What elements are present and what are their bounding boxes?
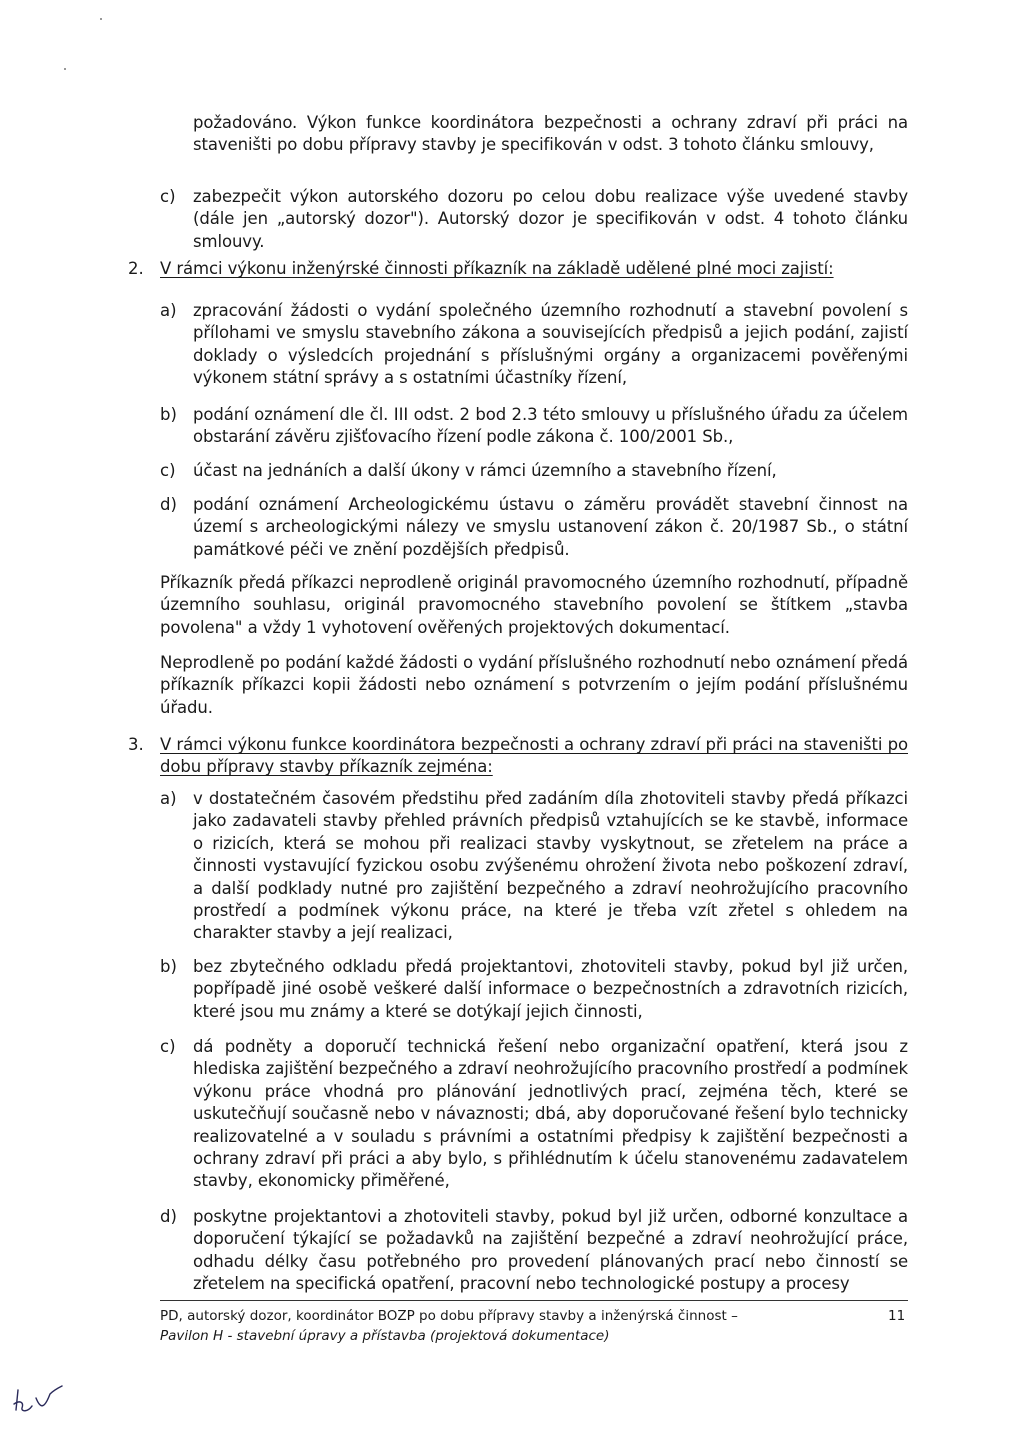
section-number: 3. [128,735,144,754]
section3-item-b: bez zbytečného odkladu předá projektantovi, zhotoviteli stavby, pokud byl již určen, popřípadě jiné osobě veškeré další informace o bezpečnostních a zdravotních rizicích, které jsou mu známy a které se dotýkají jejich činnosti, [193,957,908,1021]
item-label: c) [160,1037,176,1056]
item-label: c) [160,187,176,206]
section2-paragraph-2: Neprodleně po podání každé žádosti o vydání příslušného rozhodnutí nebo oznámení předá příkazník příkazci kopii žádosti nebo oznámení s potvrzením o jejím podání příslušnému úřadu. [160,653,908,717]
item-label: a) [160,789,177,808]
section2-paragraph-1: Příkazník předá příkazci neprodleně originál pravomocného územního rozhodnutí, případně územního souhlasu, originál pravomocného stavebního povolení se štítkem „stavba povolena" a vždy 1 vyhotovení ověřených projektových dokumentací. [160,573,908,637]
item-label: c) [160,461,176,480]
intro-paragraph: požadováno. Výkon funkce koordinátora bezpečnosti a ochrany zdraví při práci na staveništi po dobu přípravy stavby je specifikován v odst. 3 tohoto článku smlouvy, [193,113,908,155]
section2-item-a: zpracování žádosti o vydání společného územního rozhodnutí a stavební povolení s přílohami ve smyslu stavebního zákona a souvisejících předpisů a jejich podání, zajistí doklady o výsledcích projednání s příslušnými orgány a organizacemi pověřenými výkonem státní správy a s ostatními účastníky řízení, [193,301,908,388]
section3-item-a: v dostatečném časovém předstihu před zadáním díla zhotoviteli stavby předá příkazci jako zadavateli stavby přehled právních předpisů vztahujících se ke stavbě, informace o rizicích, která se mohou při realizaci stavby vyskytnout, se zřetelem na práce a činnosti vystavující fyzickou osobu zvýšenému ohrožení života nebo poškození zdraví, a další podklady nutné pro zajištění bezpečného a zdraví neohrožujícího pracovního prostředí a podmínek výkonu práce, na které je třeba vzít zřetel s ohledem na charakter stavby a její realizaci, [193,789,908,943]
section-heading: V rámci výkonu funkce koordinátora bezpečnosti a ochrany zdraví při práci na staveništi po dobu přípravy stavby příkazník zejména: [160,735,908,777]
section3-item-c: dá podněty a doporučí technická řešení nebo organizační opatření, která jsou z hlediska zajištění bezpečného a zdraví neohrožujícího pracovního prostředí a podmínek výkonu práce vhodná pro plánování jednotlivých prací, zejména těch, které se uskutečňují současně nebo v návaznosti; dbá, aby doporučované řešení bylo technicky realizovatelné a v souladu s právními a ostatními předpisy k zajištění bezpečnosti a ochrany zdraví při práci a aby bylo, s přihlédnutím k účelu stanovenému zadavatelem stavby, ekonomicky přiměřené, [193,1037,908,1191]
footer-line-2: Pavilon H - stavební úpravy a přístavba (projektová dokumentace) [160,1328,610,1344]
autorsky-dozor-item: zabezpečit výkon autorského dozoru po celou dobu realizace výše uvedené stavby (dále jen „autorský dozor"). Autorský dozor je specifikován v odst. 4 tohoto článku smlouvy. [193,187,908,251]
footer-line-1: PD, autorský dozor, koordinátor BOZP po dobu přípravy stavby a inženýrská činnost – [160,1308,738,1324]
section-number: 2. [128,259,144,278]
item-label: b) [160,405,177,424]
item-label: b) [160,957,177,976]
item-label: d) [160,1207,177,1226]
scan-speck [100,18,102,20]
page-number: 11 [888,1308,906,1324]
item-label: a) [160,301,177,320]
scan-speck [64,68,66,70]
section2-item-d: podání oznámení Archeologickému ústavu o záměru provádět stavební činnost na území s archeologickými nálezy ve smyslu ustanovení zákon č. 20/1987 Sb., o státní památkové péči ve znění pozdějších předpisů. [193,495,908,559]
handwritten-initials [10,1384,70,1418]
footer-divider [160,1300,908,1301]
section2-item-c: účast na jednáních a další úkony v rámci územního a stavebního řízení, [193,461,777,480]
section-heading: V rámci výkonu inženýrské činnosti příkazník na základě udělené plné moci zajistí: [160,259,834,278]
section2-item-b: podání oznámení dle čl. III odst. 2 bod 2.3 této smlouvy u příslušného úřadu za účelem obstarání závěru zjišťovacího řízení podle zákona č. 100/2001 Sb., [193,405,908,447]
section3-item-d: poskytne projektantovi a zhotoviteli stavby, pokud byl již určen, odborné konzultace a doporučení týkající se požadavků na zajištění bezpečné a zdraví neohrožující práce, odhadu délky času potřebného pro provedení plánovaných prací nebo činností se zřetelem na specifická opatření, pracovní nebo technologické postupy a procesy [193,1207,908,1294]
item-label: d) [160,495,177,514]
